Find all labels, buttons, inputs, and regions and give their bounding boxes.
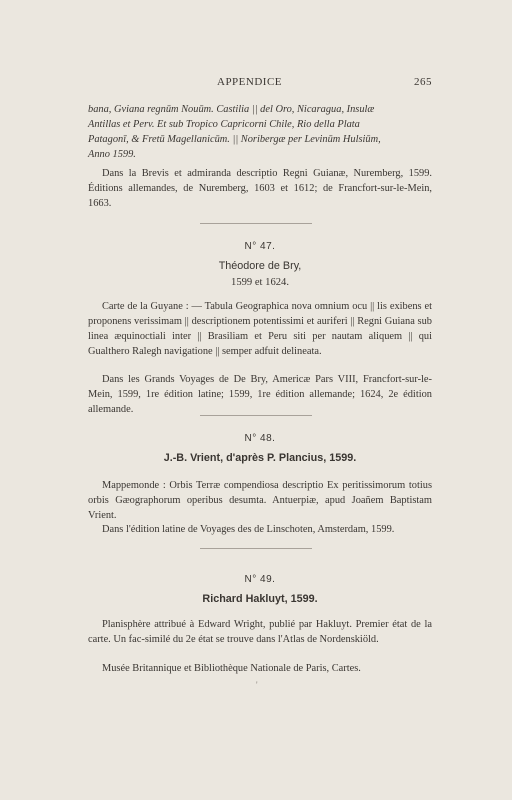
entry-49-name: Richard Hakluyt, 1599. <box>202 593 318 605</box>
entry-47-description: Carte de la Guyane : — Tabula Geographica nova omnium ocu || lis exibens et proponens verissimam || descriptionem potentissimi et auriferi || Regni Guiana sub linea æquinoctiali inter || Brasiliam et Peru siti per nautam aliquem || qui Gualthero Ralegh navigatione || semper adfuit delineata. <box>88 301 432 357</box>
section-divider <box>200 415 312 416</box>
entry-47-name: Théodore de Bry, <box>218 260 302 272</box>
entry-47-dates: 1599 et 1624. <box>231 277 289 288</box>
entry-49-description: Planisphère attribué à Edward Wright, publié par Hakluyt. Premier état de la carte. Un fac-similé du 2e état se trouve dans l'Atlas de Nordenskiöld. <box>88 619 432 645</box>
section-divider <box>200 548 312 549</box>
entry-49-location: Musée Britannique et Bibliothèque Nationale de Paris, Cartes. <box>102 663 361 674</box>
section-divider <box>200 223 312 224</box>
entry-48-name: J.-B. Vrient, d'après P. Plancius, 1599. <box>163 452 357 464</box>
header-title: APPENDICE <box>217 76 283 88</box>
intro-title-continuation <box>88 102 432 162</box>
footer-mark: ' <box>256 680 258 690</box>
entry-48-editions: Dans l'édition latine de Voyages des de Linschoten, Amsterdam, 1599. <box>102 524 395 535</box>
page-number: 265 <box>414 76 432 88</box>
entry-47-editions: Dans les Grands Voyages de De Bry, Americæ Pars VIII, Francfort-sur-le-Mein, 1599, 1re édition latine; 1599, 1re édition allemande; 1624, 2e édition allemande. <box>88 374 432 415</box>
intro-line-1: bana, Gviana regnūm Nouūm. Castilia || del Oro, Nicaragua, Insulæ <box>88 104 375 115</box>
entry-49-number: N° 49. <box>244 574 276 585</box>
entry-47-number: N° 47. <box>244 241 276 252</box>
entry-48-number: N° 48. <box>244 433 276 444</box>
intro-editions: Dans la Brevis et admiranda descriptio Regni Guianæ, Nuremberg, 1599. Éditions allemandes, de Nuremberg, 1603 et 1612; de Francfort-sur-le-Mein, 1663. <box>88 168 432 209</box>
intro-line-4: Anno 1599. <box>88 149 136 160</box>
entry-48-description: Mappemonde : Orbis Terræ compendiosa descriptio Ex peritissimorum totius orbis Gæographorum operibus desumta. Antuerpiæ, apud Joañem Baptistam Vrient. <box>88 480 432 521</box>
intro-line-3: Patagonī, & Fretū Magellanicūm. || Noribergæ per Levinūm Hulsiūm, <box>88 134 381 145</box>
intro-line-2: Antillas et Perv. Et sub Tropico Capricorni Chile, Rio della Plata <box>88 119 360 130</box>
